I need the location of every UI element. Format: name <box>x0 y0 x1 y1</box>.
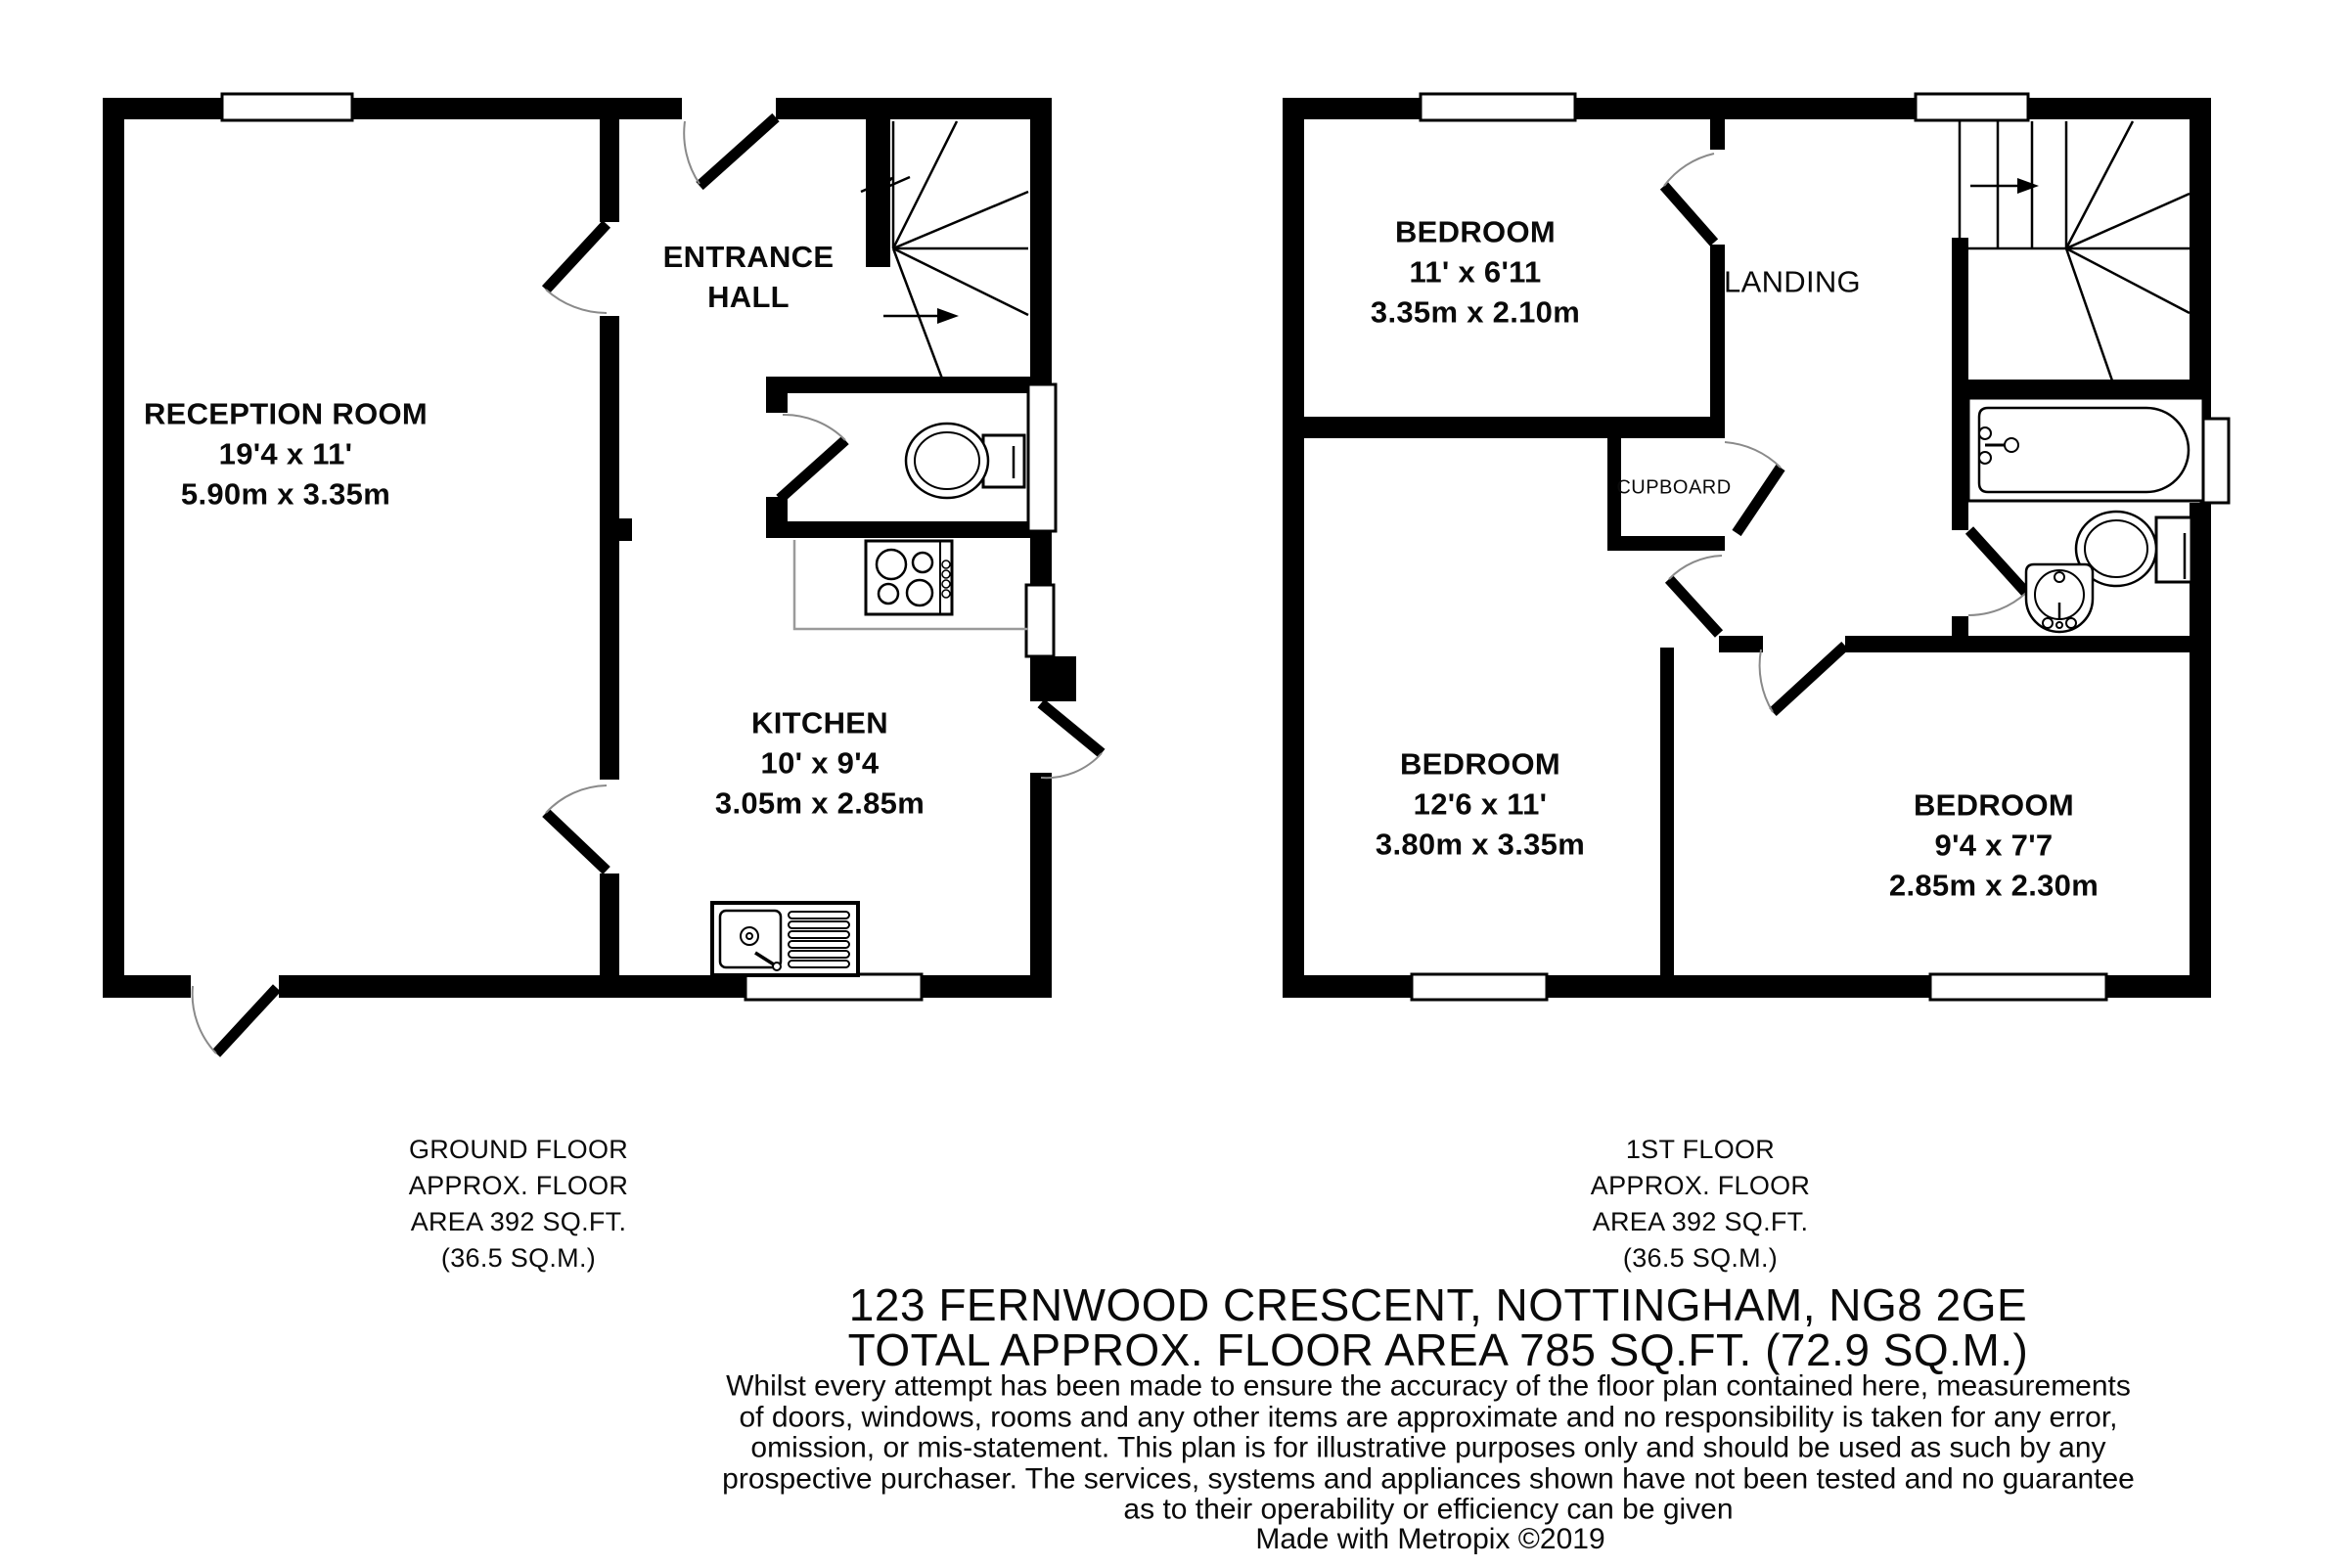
wall <box>352 98 682 119</box>
disclaimer-line: omission, or mis-statement. This plan is for illustrative purposes only and should be used as such by any <box>750 1431 2106 1464</box>
bedroom2-door <box>1669 556 1722 634</box>
room-name: BEDROOM <box>1394 214 1556 249</box>
door-leaf <box>546 813 607 871</box>
bathroom-door <box>1968 530 2026 615</box>
wall-bathroom <box>1952 398 1968 530</box>
room-size-metric: 3.05m x 2.85m <box>714 785 926 821</box>
wall-bedroom1 <box>1710 119 1725 150</box>
floor-caption-line: GROUND FLOOR <box>408 1135 629 1164</box>
ground-floor-plan <box>103 94 1102 1053</box>
door-arc <box>1968 593 2026 615</box>
bath-icon <box>1968 398 2203 501</box>
property-address: 123 FERNWOOD CRESCENT, NOTTINGHAM, NG8 2GE <box>848 1279 2028 1330</box>
bedroom3-door <box>1760 646 1845 712</box>
wall-reception-divider <box>600 119 619 222</box>
disclaimer-line: of doors, windows, rooms and any other items are approximate and no responsibility is taken for any error, <box>739 1400 2118 1433</box>
total-floor-area: TOTAL APPROX. FLOOR AREA 785 SQ.FT. (72.9 SQ.M.) <box>847 1324 2029 1375</box>
door-arc <box>1664 154 1714 186</box>
wall-cupboard <box>1607 536 1725 551</box>
wall-bedroom1 <box>1710 245 1725 438</box>
floor-caption-line: APPROX. FLOOR <box>408 1171 629 1200</box>
room-name: LANDING <box>1724 264 1861 299</box>
metropix-credit: Made with Metropix ©2019 <box>1255 1523 1605 1555</box>
front-door <box>684 117 776 186</box>
wall <box>1575 98 1916 119</box>
sink-icon <box>712 903 858 975</box>
wall <box>103 975 191 998</box>
disclaimer-line: prospective purchaser. The services, systems and appliances shown have not been tested and no guarantee <box>722 1461 2135 1495</box>
cupboard-label <box>1616 477 1731 500</box>
door-leaf <box>780 440 845 499</box>
disclaimer-line: as to their operability or efficiency can be given <box>1123 1493 1734 1526</box>
wall-bedroom-divider <box>1660 648 1674 975</box>
door-leaf <box>1664 186 1714 243</box>
floor-caption-line: AREA 392 SQ.FT. <box>410 1207 627 1236</box>
door-leaf <box>1669 579 1719 634</box>
stair-winder <box>893 192 1028 248</box>
wall <box>2190 98 2211 419</box>
stair-winder <box>893 121 957 248</box>
wall <box>1283 98 1304 998</box>
bedroom2-label <box>1376 744 1585 865</box>
hob-icon <box>866 541 952 614</box>
cupboard-door <box>1725 442 1781 533</box>
back-door <box>1041 703 1102 778</box>
reception-hall-door <box>546 224 607 313</box>
floor-caption-line: APPROX. FLOOR <box>1590 1171 1811 1200</box>
wall-wc <box>766 521 1030 538</box>
toilet-bowl <box>906 424 988 498</box>
room-size-imperial: 19'4 x 11' <box>218 436 353 471</box>
room-size-imperial: 12'6 x 11' <box>1413 786 1548 822</box>
entrance-hall-label <box>663 237 835 317</box>
door-leaf <box>1969 530 2026 593</box>
wall <box>103 98 124 998</box>
wall <box>1030 531 1052 585</box>
door-leaf <box>700 117 776 186</box>
room-name-line1: ENTRANCE <box>662 240 835 274</box>
wall <box>279 975 745 998</box>
window <box>2201 419 2229 503</box>
door-leaf <box>1773 646 1845 712</box>
kitchen-label <box>715 703 925 824</box>
wall <box>1283 975 1412 998</box>
room-size-metric: 3.80m x 3.35m <box>1375 827 1586 862</box>
room-name: BEDROOM <box>1913 787 2074 823</box>
door-leaf <box>546 224 607 290</box>
wall <box>1030 773 1052 998</box>
door-leaf <box>1041 703 1102 753</box>
door-arc <box>684 121 700 184</box>
door-arc <box>546 290 607 313</box>
reception-rear-door <box>193 986 277 1053</box>
basin-icon <box>2026 564 2093 632</box>
landing-label <box>1724 262 1861 302</box>
wall-bathroom <box>1952 616 1968 636</box>
window <box>1916 94 2028 120</box>
stairs-direction-arrow-icon <box>937 308 959 324</box>
room-size-metric: 2.85m x 2.30m <box>1888 868 2100 903</box>
bath-tap <box>1979 427 1991 439</box>
kitchen-door <box>546 785 607 871</box>
floor-caption-line: AREA 392 SQ.FT. <box>1592 1207 1809 1236</box>
wall <box>1030 98 1052 384</box>
door-arc <box>1760 650 1773 712</box>
first-floor-caption <box>1591 1132 1810 1277</box>
wall-reception-divider <box>600 316 619 780</box>
room-name-line2: HALL <box>707 280 790 314</box>
wc-door <box>780 415 845 499</box>
window <box>1412 974 1547 1000</box>
door-leaf <box>216 988 277 1053</box>
stairs-direction-arrow-icon <box>2017 178 2039 194</box>
wall-stairs-bottom <box>1952 380 2190 398</box>
wall <box>1547 975 1930 998</box>
wall-landing <box>1845 636 2190 652</box>
wall-bedroom1-bottom <box>1304 417 1725 438</box>
disclaimer-text <box>722 1370 2135 1525</box>
door-arc <box>1725 442 1781 468</box>
stair-winder <box>2066 194 2190 248</box>
reception-room-label <box>144 394 428 515</box>
wall-landing <box>1719 636 1763 652</box>
stair-winder <box>2066 121 2133 248</box>
hob-body <box>866 541 952 614</box>
window <box>1930 974 2106 1000</box>
bedroom1-label <box>1371 212 1580 333</box>
room-size-imperial: 11' x 6'11 <box>1409 254 1542 290</box>
room-name: KITCHEN <box>751 705 888 740</box>
door-arc <box>783 415 845 440</box>
wall <box>1030 656 1076 701</box>
window <box>1028 384 1056 531</box>
window <box>745 974 922 1000</box>
wall <box>2028 98 2211 119</box>
door-leaf <box>1737 468 1781 533</box>
wall-stub <box>619 518 632 541</box>
door-arc <box>546 785 607 813</box>
wall-wc <box>766 377 1030 393</box>
room-name: BEDROOM <box>1399 746 1560 782</box>
room-size-imperial: 9'4 x 7'7 <box>1934 828 2054 863</box>
toilet-icon <box>906 424 1024 498</box>
toilet-cistern <box>2156 517 2191 582</box>
room-size-metric: 3.35m x 2.10m <box>1370 294 1581 330</box>
sink-tap-head <box>773 963 781 970</box>
window <box>1421 94 1575 120</box>
wall-wc <box>766 391 788 413</box>
staircase-first <box>1960 121 2190 383</box>
door-arc <box>1669 556 1722 579</box>
window <box>1026 585 1054 656</box>
disclaimer-line: Whilst every attempt has been made to ensure the accuracy of the floor plan contained here, measurements <box>726 1369 2131 1403</box>
toilet-cistern <box>983 435 1024 487</box>
wall <box>776 98 1052 119</box>
wall-reception-divider <box>600 874 619 975</box>
door-arc <box>193 986 216 1053</box>
bedroom3-label <box>1889 785 2099 906</box>
room-name: RECEPTION ROOM <box>143 396 429 431</box>
room-size-metric: 5.90m x 3.35m <box>180 476 391 512</box>
room-name: CUPBOARD <box>1616 476 1732 499</box>
floor-caption-line: (36.5 SQ.M.) <box>1622 1243 1779 1273</box>
ground-floor-caption <box>409 1132 628 1277</box>
window <box>222 94 352 120</box>
room-size-imperial: 10' x 9'4 <box>760 745 880 781</box>
floor-caption-line: (36.5 SQ.M.) <box>440 1243 597 1273</box>
wall-stairs <box>866 119 890 267</box>
bath-tap <box>1979 452 1991 464</box>
wall-stairs <box>1952 238 1968 380</box>
bedroom1-door <box>1664 154 1714 243</box>
floor-caption-line: 1ST FLOOR <box>1625 1135 1776 1164</box>
